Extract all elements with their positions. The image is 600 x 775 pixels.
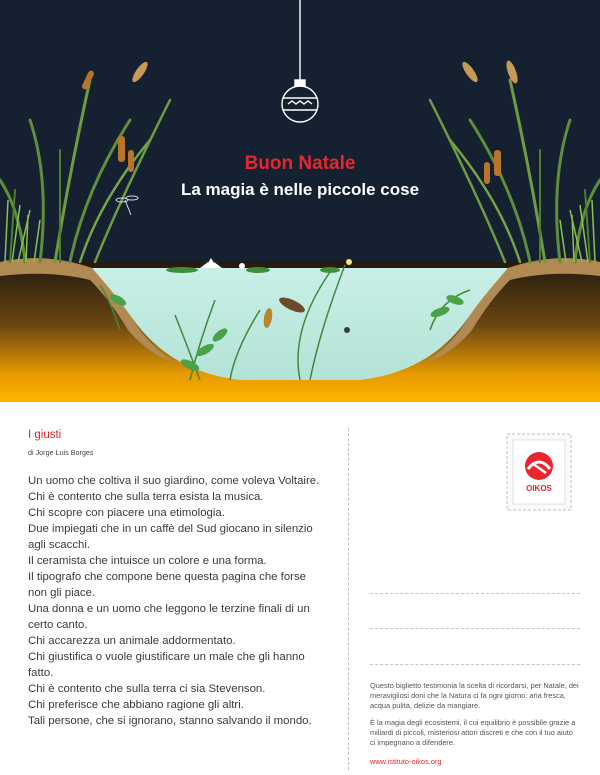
poem-line: Il tipografo che compone bene questa pagina che forse non gli piace. (28, 571, 306, 599)
water-beetle-icon (344, 327, 350, 333)
info-paragraph: È la magia degli ecosistemi, il cui equilibrio è possibile grazie a miliardi di piccoli, misteriosi attori discreti e che con il tuo aiuto ci impegnano a difendere. (370, 718, 576, 747)
greeting (0, 152, 600, 203)
address-line (370, 664, 580, 665)
oikos-logo-icon (525, 452, 553, 493)
poem-line: Il ceramista che intuisce un colore e una forma. (28, 555, 267, 567)
stamp-logo-text: OIKOS (526, 484, 552, 493)
poem-line: Chi è contento che sulla terra esista la musica. (28, 491, 264, 503)
poem-line: Tali persone, che si ignorano, stanno salvando il mondo. (28, 715, 312, 727)
poem-lines (28, 473, 328, 729)
poem-line: Due impiegati che in un caffè del Sud giocano in silenzio agli scacchi. (28, 523, 313, 551)
poem-line: Una donna e un uomo che leggono le terzine finali di un certo canto. (28, 603, 310, 631)
address-line (370, 628, 580, 629)
website-link[interactable]: www.istituto-oikos.org (370, 757, 442, 766)
poem-block (28, 428, 328, 729)
greeting-title: Buon Natale (244, 153, 356, 174)
poem-line: Un uomo che coltiva il suo giardino, come voleva Voltaire. (28, 475, 320, 487)
info-block (370, 681, 580, 767)
poem-title: I giusti (28, 429, 62, 441)
poem-line: Chi scopre con piacere una etimologia. (28, 507, 225, 519)
poem-line: Chi preferisce che abbiano ragione gli altri. (28, 699, 244, 711)
greeting-subtitle: La magia è nelle piccole cose (180, 180, 420, 199)
poem-line: Chi è contento che sulla terra ci sia Stevenson. (28, 683, 266, 695)
poem-line: Chi accarezza un animale addormentato. (28, 635, 236, 647)
address-line (370, 593, 580, 594)
poem-line: Chi giustifica o vuole giustificare un male che gli hanno fatto. (28, 651, 305, 679)
stamp (506, 433, 572, 511)
poem-author: di Jorge Luis Borges (28, 448, 94, 457)
center-divider (348, 428, 349, 770)
info-paragraph: Questo biglietto testimonia la scelta di ricordarsi, per Natale, dei meravigliosi doni che la Natura ci fa ogni giorno: aria fresca, acqua pulita, delizie da mangiare. (370, 681, 579, 710)
